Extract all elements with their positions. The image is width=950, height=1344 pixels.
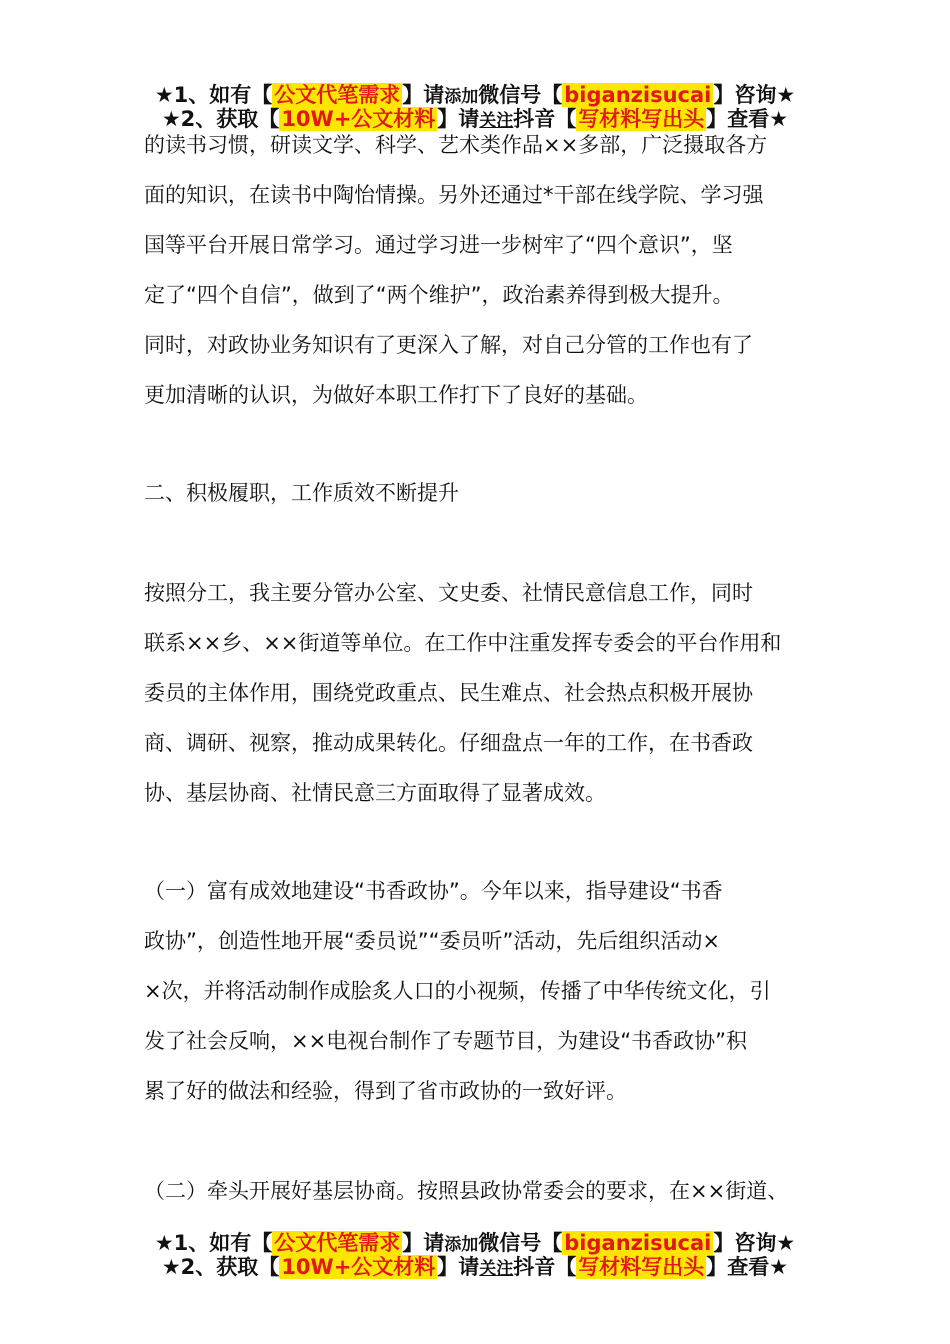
banner-line-2 bbox=[0, 94, 950, 131]
banner-emphasis: 添加 bbox=[444, 87, 479, 107]
text-line: 联系××乡、××街道等单位。在工作中注重发挥专委会的平台作用和 bbox=[144, 631, 782, 655]
banner-text: ★1、如有【 bbox=[154, 1231, 273, 1255]
banner-highlight: 10W+公文材料 bbox=[281, 1255, 436, 1279]
text-line: 累了好的做法和经验，得到了省市政协的一致好评。 bbox=[144, 1079, 627, 1103]
banner-text: 】请 bbox=[402, 1231, 445, 1255]
banner-highlight: 写材料写出头 bbox=[578, 1255, 705, 1279]
paragraph bbox=[144, 866, 834, 1116]
text-line: 发了社会反响，××电视台制作了专题节目，为建设“书香政协”积 bbox=[144, 1029, 747, 1053]
banner-emphasis: 关注 bbox=[479, 1259, 514, 1279]
text-line: 的读书习惯，研读文学、科学、艺术类作品××多部，广泛摄取各方 bbox=[144, 133, 768, 157]
paragraph bbox=[144, 568, 834, 818]
text-line: （二）牵头开展好基层协商。按照县政协常委会的要求，在××街道、 bbox=[144, 1179, 789, 1203]
banner-line-2 bbox=[0, 1242, 950, 1279]
text-line: 更加清晰的认识，为做好本职工作打下了良好的基础。 bbox=[144, 383, 648, 407]
banner-highlight: 公文代笔需求 bbox=[274, 1231, 401, 1255]
banner-line-1 bbox=[0, 70, 950, 107]
text-line: 按照分工，我主要分管办公室、文史委、社情民意信息工作，同时 bbox=[144, 581, 753, 605]
text-line: 定了“四个自信”，做到了“两个维护”，政治素养得到极大提升。 bbox=[144, 283, 734, 307]
banner-text: 】请 bbox=[437, 1255, 480, 1279]
text-line: 商、调研、视察，推动成果转化。仔细盘点一年的工作，在书香政 bbox=[144, 731, 753, 755]
header-banner bbox=[0, 70, 950, 131]
paragraph bbox=[144, 120, 834, 420]
paragraph bbox=[144, 1166, 834, 1216]
banner-highlight: biganzisucai bbox=[564, 83, 712, 107]
banner-text: 抖音【 bbox=[513, 1255, 577, 1279]
banner-highlight: biganzisucai bbox=[564, 1231, 712, 1255]
banner-emphasis: 添加 bbox=[444, 1235, 479, 1255]
banner-text: 】咨询★ bbox=[713, 1231, 796, 1255]
footer-banner bbox=[0, 1218, 950, 1279]
text-line: 协、基层协商、社情民意三方面取得了显著成效。 bbox=[144, 781, 606, 805]
banner-text: 】咨询★ bbox=[713, 83, 796, 107]
banner-line-1 bbox=[0, 1218, 950, 1255]
banner-highlight: 公文代笔需求 bbox=[274, 83, 401, 107]
banner-text: 】请 bbox=[402, 83, 445, 107]
text-line: 二、积极履职，工作质效不断提升 bbox=[144, 481, 459, 505]
banner-emphasis: 关注 bbox=[479, 111, 514, 131]
banner-text: 】查看★ bbox=[706, 1255, 789, 1279]
banner-text: 微信号【 bbox=[478, 1231, 563, 1255]
section-heading bbox=[144, 468, 834, 518]
banner-text: ★2、获取【 bbox=[161, 1255, 280, 1279]
text-line: 政协”，创造性地开展“委员说”“委员听”活动，先后组织活动× bbox=[144, 929, 720, 953]
banner-text: 微信号【 bbox=[478, 83, 563, 107]
text-line: 面的知识，在读书中陶怡情操。另外还通过*干部在线学院、学习强 bbox=[144, 183, 764, 207]
text-line: 国等平台开展日常学习。通过学习进一步树牢了“四个意识”，坚 bbox=[144, 233, 733, 257]
banner-text: 】请 bbox=[437, 107, 480, 131]
banner-highlight: 写材料写出头 bbox=[578, 107, 705, 131]
banner-text: ★1、如有【 bbox=[154, 83, 273, 107]
banner-text: ★2、获取【 bbox=[161, 107, 280, 131]
text-line: ×次，并将活动制作成脍炙人口的小视频，传播了中华传统文化，引 bbox=[144, 979, 771, 1003]
text-line: （一）富有成效地建设“书香政协”。今年以来，指导建设“书香 bbox=[144, 879, 723, 903]
banner-text: 】查看★ bbox=[706, 107, 789, 131]
banner-highlight: 10W+公文材料 bbox=[281, 107, 436, 131]
text-line: 委员的主体作用，围绕党政重点、民生难点、社会热点积极开展协 bbox=[144, 681, 753, 705]
text-line: 同时，对政协业务知识有了更深入了解，对自己分管的工作也有了 bbox=[144, 333, 753, 357]
banner-text: 抖音【 bbox=[513, 107, 577, 131]
